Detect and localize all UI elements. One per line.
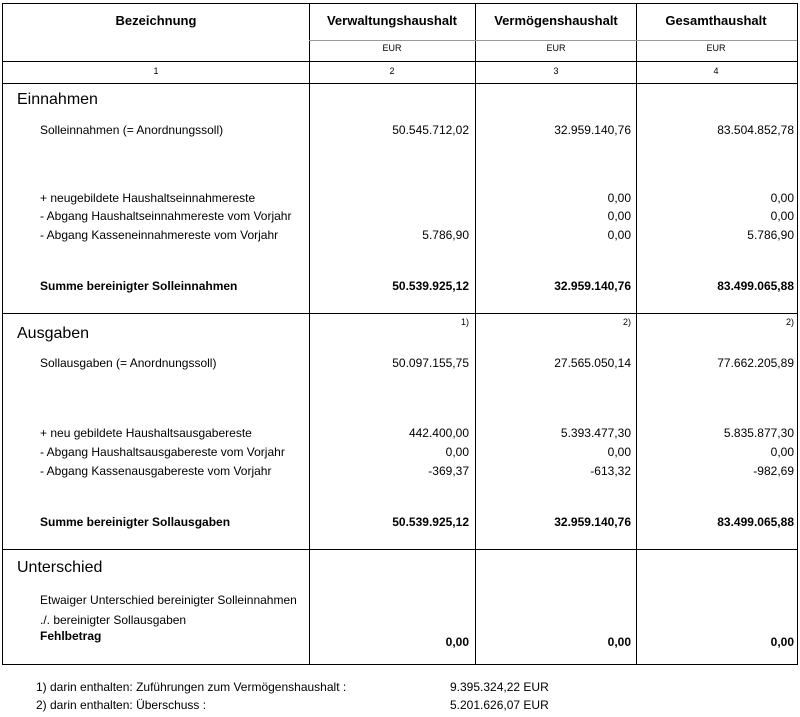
footnote-1-value: 9.395.324,22 EUR [450, 680, 549, 694]
row-label-solleinnahmen: Solleinnahmen (= Anordnungssoll) [40, 123, 224, 137]
cell-solleinnahmen-vmh: 32.959.140,76 [554, 123, 631, 137]
header-divider [3, 61, 797, 62]
row-label-abgang-haushaltsausgabereste: - Abgang Haushaltsausgabereste vom Vorjahr [40, 445, 285, 459]
section-divider-unterschied [3, 549, 797, 550]
cell-summe-ausgaben-ges: 83.499.065,88 [717, 515, 794, 529]
cell-abgang-ka-ges: -982,69 [753, 464, 794, 478]
cell-abgang-ka-vwh: -369,37 [428, 464, 469, 478]
cell-abgang-hha-vwh: 0,00 [445, 445, 469, 459]
cell-abgang-ke-ges: 5.786,90 [747, 228, 794, 242]
row-label-abgang-haushaltseinnahmereste: - Abgang Haushaltseinnahmereste vom Vorjahr [40, 209, 292, 223]
cell-fehlbetrag-ges: 0,00 [770, 635, 794, 649]
cell-sollausgaben-vmh: 27.565.050,14 [554, 356, 631, 370]
cell-sollausgaben-vwh: 50.097.155,75 [392, 356, 469, 370]
row-label-abgang-kassenausgabereste: - Abgang Kassenausgabereste vom Vorjahr [40, 464, 272, 478]
cell-abgang-hha-ges: 0,00 [770, 445, 794, 459]
cell-einnahmereste-neu-vmh: 0,00 [607, 191, 631, 205]
cell-ausgabereste-neu-vmh: 5.393.477,30 [560, 426, 631, 440]
cell-solleinnahmen-ges: 83.504.852,78 [717, 123, 794, 137]
row-label-summe-sollausgaben: Summe bereinigter Sollausgaben [40, 515, 231, 529]
cell-abgang-ke-vmh: 0,00 [607, 228, 631, 242]
header-verwaltungshaushalt: Verwaltungshaushalt [326, 13, 458, 28]
header-bezeichnung: Bezeichnung [115, 13, 197, 28]
cell-summe-einnahmen-ges: 83.499.065,88 [717, 279, 794, 293]
footnote-2-label: 2) darin enthalten: Überschuss : [36, 698, 207, 712]
number-row-divider [3, 83, 797, 84]
footnote-ref-vwh: 1) [460, 317, 469, 327]
footnote-ref-vmh: 2) [622, 317, 631, 327]
cell-einnahmereste-neu-ges: 0,00 [770, 191, 794, 205]
eur-row-divider [309, 40, 797, 41]
cell-summe-ausgaben-vmh: 32.959.140,76 [554, 515, 631, 529]
row-label-ausgabereste-neu: + neu gebildete Haushaltsausgabereste [40, 426, 252, 440]
cell-ausgabereste-neu-ges: 5.835.877,30 [723, 426, 794, 440]
row-label-unterschied-line2: ./. bereinigter Sollausgaben [40, 613, 187, 627]
currency-label-col2: EUR [382, 43, 402, 53]
cell-abgang-ka-vmh: -613,32 [590, 464, 631, 478]
cell-summe-einnahmen-vwh: 50.539.925,12 [392, 279, 469, 293]
financial-table [2, 3, 798, 665]
cell-fehlbetrag-vwh: 0,00 [445, 635, 469, 649]
cell-abgang-hhe-vmh: 0,00 [607, 209, 631, 223]
header-vermoegenshaushalt: Vermögenshaushalt [494, 13, 618, 28]
cell-sollausgaben-ges: 77.662.205,89 [717, 356, 794, 370]
section-title-einnahmen: Einnahmen [17, 91, 98, 108]
currency-label-col3: EUR [546, 43, 566, 53]
cell-fehlbetrag-vmh: 0,00 [607, 635, 631, 649]
footnote-2-value: 5.201.626,07 EUR [450, 698, 549, 712]
footnote-ref-ges: 2) [785, 317, 794, 327]
row-label-summe-solleinnahmen: Summe bereinigter Solleinnahmen [40, 279, 238, 293]
currency-label-col4: EUR [706, 43, 726, 53]
cell-abgang-hha-vmh: 0,00 [607, 445, 631, 459]
row-label-abgang-kasseneinnahmereste: - Abgang Kasseneinnahmereste vom Vorjahr [40, 228, 279, 242]
section-title-ausgaben: Ausgaben [17, 325, 90, 342]
section-title-unterschied: Unterschied [17, 559, 103, 576]
column-number-4: 4 [713, 66, 719, 76]
row-label-sollausgaben: Sollausgaben (= Anordnungssoll) [40, 356, 217, 370]
cell-summe-einnahmen-vmh: 32.959.140,76 [554, 279, 631, 293]
column-number-3: 3 [553, 66, 559, 76]
cell-summe-ausgaben-vwh: 50.539.925,12 [392, 515, 469, 529]
cell-abgang-hhe-ges: 0,00 [770, 209, 794, 223]
column-number-1: 1 [153, 66, 159, 76]
column-number-2: 2 [389, 66, 395, 76]
row-label-unterschied-line1: Etwaiger Unterschied bereinigter Solleinnahmen [40, 593, 297, 607]
column-divider-3 [636, 4, 637, 664]
cell-ausgabereste-neu-vwh: 442.400,00 [408, 426, 469, 440]
footnote-1-label: 1) darin enthalten: Zuführungen zum Vermögenshaushalt : [36, 680, 347, 694]
header-gesamthaushalt: Gesamthaushalt [665, 13, 767, 28]
row-label-einnahmereste-neu: + neugebildete Haushaltseinnahmereste [40, 191, 256, 205]
cell-solleinnahmen-vwh: 50.545.712,02 [392, 123, 469, 137]
column-divider-2 [475, 4, 476, 664]
cell-abgang-ke-vwh: 5.786,90 [422, 228, 469, 242]
column-divider-1 [309, 4, 310, 664]
section-divider-ausgaben [3, 313, 797, 314]
row-label-fehlbetrag: Fehlbetrag [40, 629, 102, 643]
